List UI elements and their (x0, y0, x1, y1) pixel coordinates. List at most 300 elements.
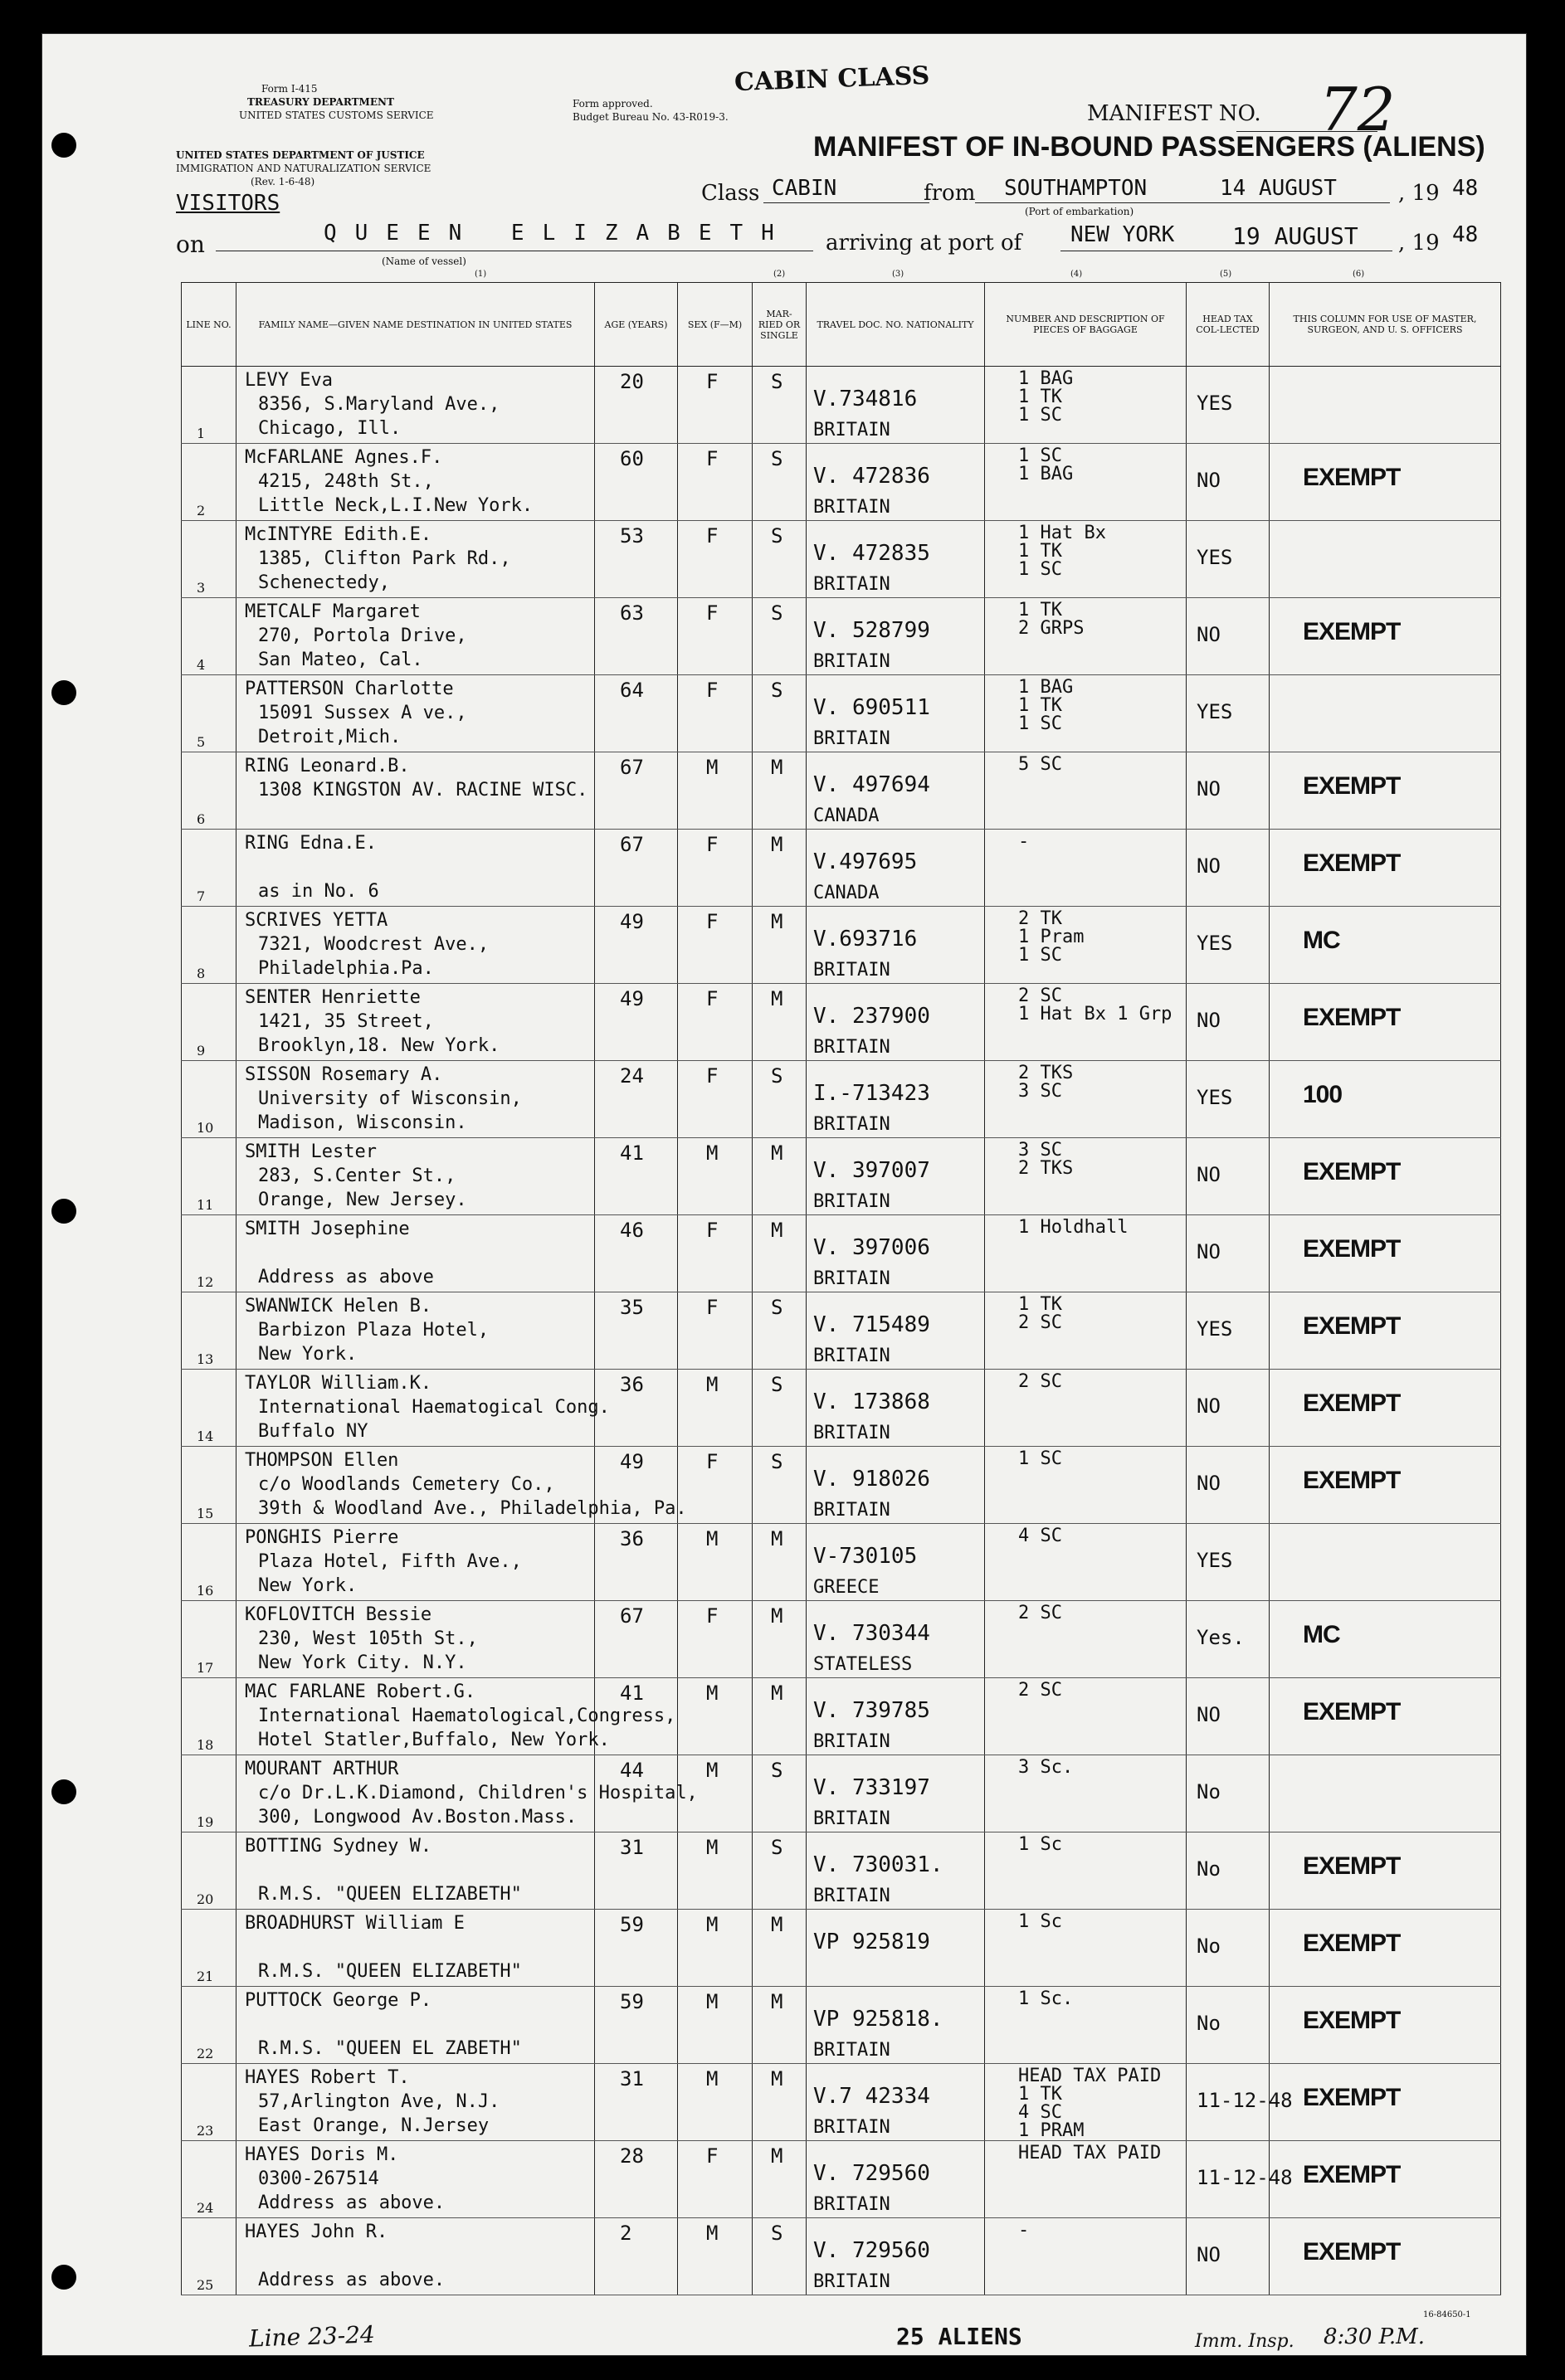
officer-stamp: EXEMPT (1303, 2161, 1401, 2188)
line-number: 7 (197, 888, 206, 904)
age-value: 59 (620, 1990, 644, 2013)
address-line-1: International Haematological,Congress, (258, 1706, 676, 1726)
cell-sex (678, 1061, 753, 1138)
cell-baggage (985, 521, 1187, 598)
baggage-item: 1 TK (1018, 387, 1062, 407)
cell-marital-status (753, 2218, 807, 2295)
manifest-number: 72 (1319, 75, 1396, 144)
cell-marital-status (753, 1910, 807, 1987)
nationality: BRITAIN (813, 1037, 890, 1058)
cell-officer-notes (1270, 1215, 1501, 1292)
cell-travel-doc (807, 1910, 985, 1987)
baggage-item: 2 SC (1018, 986, 1062, 1006)
cell-travel-doc (807, 1601, 985, 1678)
officer-stamp: EXEMPT (1303, 1467, 1401, 1494)
officer-stamp: EXEMPT (1303, 849, 1401, 877)
table-row (182, 1138, 1501, 1215)
baggage-item: 2 SC (1018, 1312, 1062, 1333)
header-line-no: LINE NO. (182, 283, 236, 367)
marital-status-value: S (771, 679, 783, 702)
address-line-1: 57,Arlington Ave, N.J. (258, 2091, 500, 2112)
cell-line-no (182, 1678, 236, 1755)
baggage-item: 1 Hat Bx (1018, 523, 1106, 543)
passenger-name: PONGHIS Pierre (245, 1527, 399, 1548)
cell-line-no (182, 1138, 236, 1215)
cell-age (595, 1524, 678, 1601)
cell-officer-notes (1270, 1524, 1501, 1601)
punch-hole (51, 2265, 76, 2290)
cell-head-tax (1187, 2141, 1293, 2218)
baggage-item: 2 SC (1018, 1371, 1062, 1392)
cell-travel-doc (807, 907, 985, 984)
cell-line-no (182, 675, 236, 752)
passenger-name: LEVY Eva (245, 370, 333, 391)
cell-sex (678, 2218, 753, 2295)
head-tax-value: NO (1197, 854, 1221, 878)
baggage-item: 4 SC (1018, 1526, 1062, 1546)
line-number: 6 (197, 811, 206, 827)
nationality: BRITAIN (813, 1500, 890, 1521)
nationality: BRITAIN (813, 1114, 890, 1135)
address-line-2: New York City. N.Y. (258, 1652, 467, 1673)
inspector-title: Imm. Insp. (1195, 2331, 1294, 2352)
cell-officer-notes (1270, 830, 1501, 907)
cell-name (236, 752, 595, 830)
nationality: BRITAIN (813, 2194, 890, 2215)
cell-name (236, 675, 595, 752)
cell-name (236, 521, 595, 598)
age-value: 41 (620, 1141, 644, 1165)
cell-travel-doc (807, 1524, 985, 1601)
line-number: 10 (197, 1120, 214, 1136)
cell-name (236, 984, 595, 1061)
sex-value: F (706, 447, 719, 470)
cell-name (236, 830, 595, 907)
treasury-department: TREASURY DEPARTMENT (247, 96, 394, 108)
address-line-1: 0300-267514 (258, 2168, 379, 2189)
age-value: 49 (620, 910, 644, 933)
travel-doc-number: V. 715489 (813, 1312, 930, 1337)
cell-line-no (182, 830, 236, 907)
passenger-name: PUTTOCK George P. (245, 1990, 432, 2011)
cell-line-no (182, 1061, 236, 1138)
baggage-item: 1 BAG (1018, 464, 1074, 484)
table-row (182, 521, 1501, 598)
header-age: AGE (YEARS) (595, 283, 678, 367)
baggage-item: 1 BAG (1018, 677, 1074, 698)
cell-line-no (182, 2141, 236, 2218)
marital-status-value: S (771, 370, 783, 393)
address-line-2: Detroit,Mich. (258, 727, 402, 747)
cell-line-no (182, 1215, 236, 1292)
nationality: BRITAIN (813, 1808, 890, 1829)
baggage-item: 2 TKS (1018, 1063, 1074, 1083)
line-number: 20 (197, 1891, 214, 1907)
marital-status-value: M (771, 987, 783, 1010)
header-married: MAR-RIED OR SINGLE (753, 283, 807, 367)
officer-stamp: EXEMPT (1303, 1930, 1401, 1957)
table-row (182, 1601, 1501, 1678)
marital-status-value: S (771, 1450, 783, 1473)
sex-value: M (706, 1141, 719, 1165)
cell-sex (678, 1447, 753, 1524)
cell-travel-doc (807, 1987, 985, 2064)
cell-marital-status (753, 598, 807, 675)
address-line-2: Little Neck,L.I.New York. (258, 495, 534, 516)
cell-marital-status (753, 984, 807, 1061)
cell-name (236, 444, 595, 521)
cell-head-tax (1187, 1601, 1270, 1678)
nationality: BRITAIN (813, 1191, 890, 1212)
line-number: 16 (197, 1583, 214, 1599)
head-tax-value: YES (1197, 700, 1233, 723)
cell-baggage (985, 675, 1187, 752)
line-number: 8 (197, 966, 206, 981)
cell-travel-doc (807, 2064, 985, 2141)
cell-sex (678, 984, 753, 1061)
officer-stamp: EXEMPT (1303, 1390, 1401, 1417)
cell-marital-status (753, 1987, 807, 2064)
head-tax-value: 11-12-48 (1197, 2089, 1293, 2112)
cell-age (595, 1987, 678, 2064)
nationality: BRITAIN (813, 2040, 890, 2061)
baggage-item: 4 SC (1018, 2102, 1062, 2123)
line-number: 24 (197, 2200, 214, 2216)
doj-title: UNITED STATES DEPARTMENT OF JUSTICE (176, 149, 425, 161)
cell-age (595, 907, 678, 984)
cell-age (595, 2064, 678, 2141)
travel-doc-number: V. 397007 (813, 1158, 930, 1183)
cell-marital-status (753, 1524, 807, 1601)
officer-stamp: MC (1303, 927, 1340, 954)
age-value: 35 (620, 1296, 644, 1319)
passenger-name: RING Edna.E. (245, 833, 377, 854)
manifest-page (41, 33, 1527, 2356)
nationality: BRITAIN (813, 497, 890, 518)
cell-sex (678, 1678, 753, 1755)
cell-age (595, 1215, 678, 1292)
line-number: 12 (197, 1274, 214, 1290)
baggage-item: 3 SC (1018, 1081, 1062, 1102)
age-value: 67 (620, 1604, 644, 1628)
cell-officer-notes (1270, 1292, 1501, 1370)
address-line-1: 230, West 105th St., (258, 1628, 478, 1649)
cabin-class-stamp: CABIN CLASS (734, 61, 930, 98)
head-tax-value: No (1197, 1935, 1221, 1958)
cell-marital-status (753, 1755, 807, 1832)
cell-head-tax (1187, 1138, 1270, 1215)
cell-line-no (182, 598, 236, 675)
age-value: 60 (620, 447, 644, 470)
class-value: CABIN (772, 176, 837, 201)
cell-marital-status (753, 1601, 807, 1678)
officer-stamp: EXEMPT (1303, 772, 1401, 800)
cell-name (236, 1292, 595, 1370)
address-line-2: 39th & Woodland Ave., Philadelphia, Pa. (258, 1498, 687, 1519)
line-number: 2 (197, 503, 206, 518)
cell-baggage (985, 907, 1187, 984)
cell-head-tax (1187, 1678, 1270, 1755)
sex-value: F (706, 370, 719, 393)
cell-officer-notes (1270, 2218, 1501, 2295)
arrival-date: 19 AUGUST (1232, 222, 1358, 250)
address-line-2: Address as above (258, 1267, 434, 1287)
cell-age (595, 1292, 678, 1370)
head-tax-value: No (1197, 2012, 1221, 2035)
travel-doc-number: V. 237900 (813, 1004, 930, 1029)
cell-travel-doc (807, 1061, 985, 1138)
class-line (763, 202, 929, 203)
departure-date: 14 AUGUST (1220, 176, 1337, 201)
cell-age (595, 1832, 678, 1910)
form-approved: Form approved. (573, 98, 653, 110)
sex-value: F (706, 1296, 719, 1319)
passenger-table (181, 282, 1501, 2295)
sex-value: F (706, 679, 719, 702)
table-row (182, 1987, 1501, 2064)
nationality: BRITAIN (813, 420, 890, 440)
travel-doc-number: VP 925819 (813, 1930, 930, 1954)
nationality: BRITAIN (813, 2117, 890, 2138)
cell-baggage (985, 1061, 1187, 1138)
cell-sex (678, 1755, 753, 1832)
cell-travel-doc (807, 1215, 985, 1292)
address-line-1: 1421, 35 Street, (258, 1011, 434, 1032)
cell-baggage (985, 1447, 1187, 1524)
cell-officer-notes (1270, 1987, 1501, 2064)
address-line-2: San Mateo, Cal. (258, 650, 423, 670)
cell-travel-doc (807, 675, 985, 752)
age-value: 44 (620, 1759, 644, 1782)
marital-status-value: M (771, 1913, 783, 1936)
sex-value: F (706, 987, 719, 1010)
cell-sex (678, 367, 753, 444)
passenger-name: McFARLANE Agnes.F. (245, 447, 443, 468)
head-tax-value: NO (1197, 1472, 1221, 1495)
age-value: 67 (620, 756, 644, 779)
cell-age (595, 675, 678, 752)
cell-line-no (182, 1755, 236, 1832)
cell-baggage (985, 1601, 1187, 1678)
passenger-name: MOURANT ARTHUR (245, 1759, 399, 1779)
table-header-row (182, 283, 1501, 367)
cell-line-no (182, 444, 236, 521)
baggage-item: 2 TKS (1018, 1158, 1074, 1179)
line-number: 13 (197, 1351, 214, 1367)
cell-line-no (182, 1292, 236, 1370)
cell-head-tax (1187, 752, 1270, 830)
age-value: 36 (620, 1373, 644, 1396)
line-number: 11 (197, 1197, 214, 1213)
cell-head-tax (1187, 984, 1270, 1061)
sex-value: M (706, 1759, 719, 1782)
cell-baggage (985, 2064, 1187, 2141)
baggage-item: HEAD TAX PAID (1018, 2143, 1162, 2163)
line-number: 22 (197, 2046, 214, 2061)
baggage-item: - (1018, 831, 1030, 852)
cell-marital-status (753, 1215, 807, 1292)
cell-officer-notes (1270, 1447, 1501, 1524)
cell-baggage (985, 2218, 1187, 2295)
marital-status-value: M (771, 1141, 783, 1165)
line-number: 17 (197, 1660, 214, 1676)
footer-line-reference: Line 23-24 (248, 2320, 376, 2353)
travel-doc-number: VP 925818. (813, 2007, 943, 2032)
marital-status-value: S (771, 447, 783, 470)
address-line-2: as in No. 6 (258, 881, 379, 902)
cell-marital-status (753, 2064, 807, 2141)
head-tax-value: NO (1197, 2243, 1221, 2266)
marital-status-value: M (771, 910, 783, 933)
address-line-1: 7321, Woodcrest Ave., (258, 934, 490, 955)
sex-value: F (706, 1064, 719, 1088)
marital-status-value: M (771, 1604, 783, 1628)
cell-officer-notes (1270, 1138, 1501, 1215)
cell-sex (678, 1370, 753, 1447)
age-value: 53 (620, 524, 644, 548)
cell-name (236, 907, 595, 984)
cell-travel-doc (807, 1138, 985, 1215)
address-line-1: 1385, Clifton Park Rd., (258, 548, 511, 569)
cell-head-tax (1187, 907, 1270, 984)
table-row (182, 2218, 1501, 2295)
cell-name (236, 1524, 595, 1601)
table-row (182, 1061, 1501, 1138)
cell-officer-notes (1270, 1370, 1501, 1447)
age-value: 2 (620, 2222, 632, 2245)
cell-sex (678, 444, 753, 521)
passenger-name: PATTERSON Charlotte (245, 679, 454, 699)
cell-officer-notes (1270, 1910, 1501, 1987)
cell-head-tax (1187, 1987, 1270, 2064)
travel-doc-number: V. 497694 (813, 772, 930, 797)
cell-line-no (182, 521, 236, 598)
punch-hole (51, 1199, 76, 1224)
baggage-item: 1 Sc (1018, 1911, 1062, 1932)
cell-head-tax (1187, 675, 1270, 752)
head-tax-value: YES (1197, 1317, 1233, 1341)
line-number: 4 (197, 657, 206, 673)
cell-line-no (182, 1987, 236, 2064)
cell-name (236, 598, 595, 675)
cell-marital-status (753, 1138, 807, 1215)
table-row (182, 1678, 1501, 1755)
cell-sex (678, 1832, 753, 1910)
cell-travel-doc (807, 1678, 985, 1755)
baggage-item: 3 SC (1018, 1140, 1062, 1161)
table-row (182, 907, 1501, 984)
cell-age (595, 1910, 678, 1987)
address-line-1: c/o Woodlands Cemetery Co., (258, 1474, 555, 1495)
cell-head-tax (1187, 1215, 1270, 1292)
age-value: 64 (620, 679, 644, 702)
head-tax-value: NO (1197, 777, 1221, 801)
cell-age (595, 444, 678, 521)
head-tax-value: Yes. (1197, 1626, 1245, 1649)
passenger-name: MAC FARLANE Robert.G. (245, 1682, 476, 1702)
sex-value: F (706, 1219, 719, 1242)
arrival-port: NEW YORK (1070, 222, 1175, 247)
baggage-item: 1 SC (1018, 1448, 1062, 1469)
age-value: 59 (620, 1913, 644, 1936)
cell-baggage (985, 1832, 1187, 1910)
passenger-name: SENTER Henriette (245, 987, 421, 1008)
cell-line-no (182, 1601, 236, 1678)
table-row (182, 984, 1501, 1061)
marital-status-value: M (771, 1682, 783, 1705)
travel-doc-number: V. 472835 (813, 541, 930, 566)
cell-name (236, 1987, 595, 2064)
cell-head-tax (1187, 1832, 1270, 1910)
marital-status-value: M (771, 833, 783, 856)
passenger-name: BOTTING Sydney W. (245, 1836, 432, 1857)
passenger-name: TAYLOR William.K. (245, 1373, 432, 1394)
address-line-1: 270, Portola Drive, (258, 625, 467, 646)
nationality: BRITAIN (813, 960, 890, 981)
baggage-item: 1 Hat Bx 1 Grp (1018, 1004, 1173, 1025)
officer-stamp: EXEMPT (1303, 2084, 1401, 2111)
address-line-2: New York. (258, 1575, 358, 1596)
punch-hole (51, 1779, 76, 1804)
address-line-2: Philadelphia.Pa. (258, 958, 434, 979)
cell-sex (678, 1524, 753, 1601)
line-number: 14 (197, 1428, 214, 1444)
cell-baggage (985, 1755, 1187, 1832)
cell-marital-status (753, 1832, 807, 1910)
marital-status-value: S (771, 2222, 783, 2245)
head-tax-value: NO (1197, 1240, 1221, 1263)
age-value: 31 (620, 1836, 644, 1859)
cell-sex (678, 598, 753, 675)
cell-head-tax (1187, 1755, 1270, 1832)
line-number: 18 (197, 1737, 214, 1753)
cell-baggage (985, 1138, 1187, 1215)
table-row (182, 1524, 1501, 1601)
baggage-item: 1 Holdhall (1018, 1217, 1129, 1238)
cell-officer-notes (1270, 1061, 1501, 1138)
table-row (182, 2141, 1501, 2218)
column-number: (3) (892, 270, 904, 279)
budget-bureau: Budget Bureau No. 43-R019-3. (573, 111, 729, 123)
cell-head-tax (1187, 2218, 1270, 2295)
table-row (182, 830, 1501, 907)
officer-stamp: EXEMPT (1303, 1235, 1401, 1263)
sex-value: M (706, 1913, 719, 1936)
travel-doc-number: V.734816 (813, 387, 918, 411)
cell-sex (678, 1987, 753, 2064)
address-line-2: Address as above. (258, 2270, 446, 2290)
line-number: 21 (197, 1969, 214, 1984)
head-tax-value: No (1197, 1780, 1221, 1803)
sex-value: M (706, 1373, 719, 1396)
baggage-item: 1 TK (1018, 600, 1062, 621)
print-code: 16-84650-1 (1423, 2310, 1471, 2319)
marital-status-value: S (771, 524, 783, 548)
cell-name (236, 2141, 595, 2218)
column-number: (2) (773, 270, 786, 279)
cell-travel-doc (807, 830, 985, 907)
cell-sex (678, 1215, 753, 1292)
cell-sex (678, 1292, 753, 1370)
cell-baggage (985, 367, 1187, 444)
cell-baggage (985, 752, 1187, 830)
sex-value: F (706, 2144, 719, 2168)
cell-name (236, 1061, 595, 1138)
cell-age (595, 1447, 678, 1524)
cell-age (595, 521, 678, 598)
customs-service: UNITED STATES CUSTOMS SERVICE (239, 110, 434, 121)
marital-status-value: M (771, 1219, 783, 1242)
